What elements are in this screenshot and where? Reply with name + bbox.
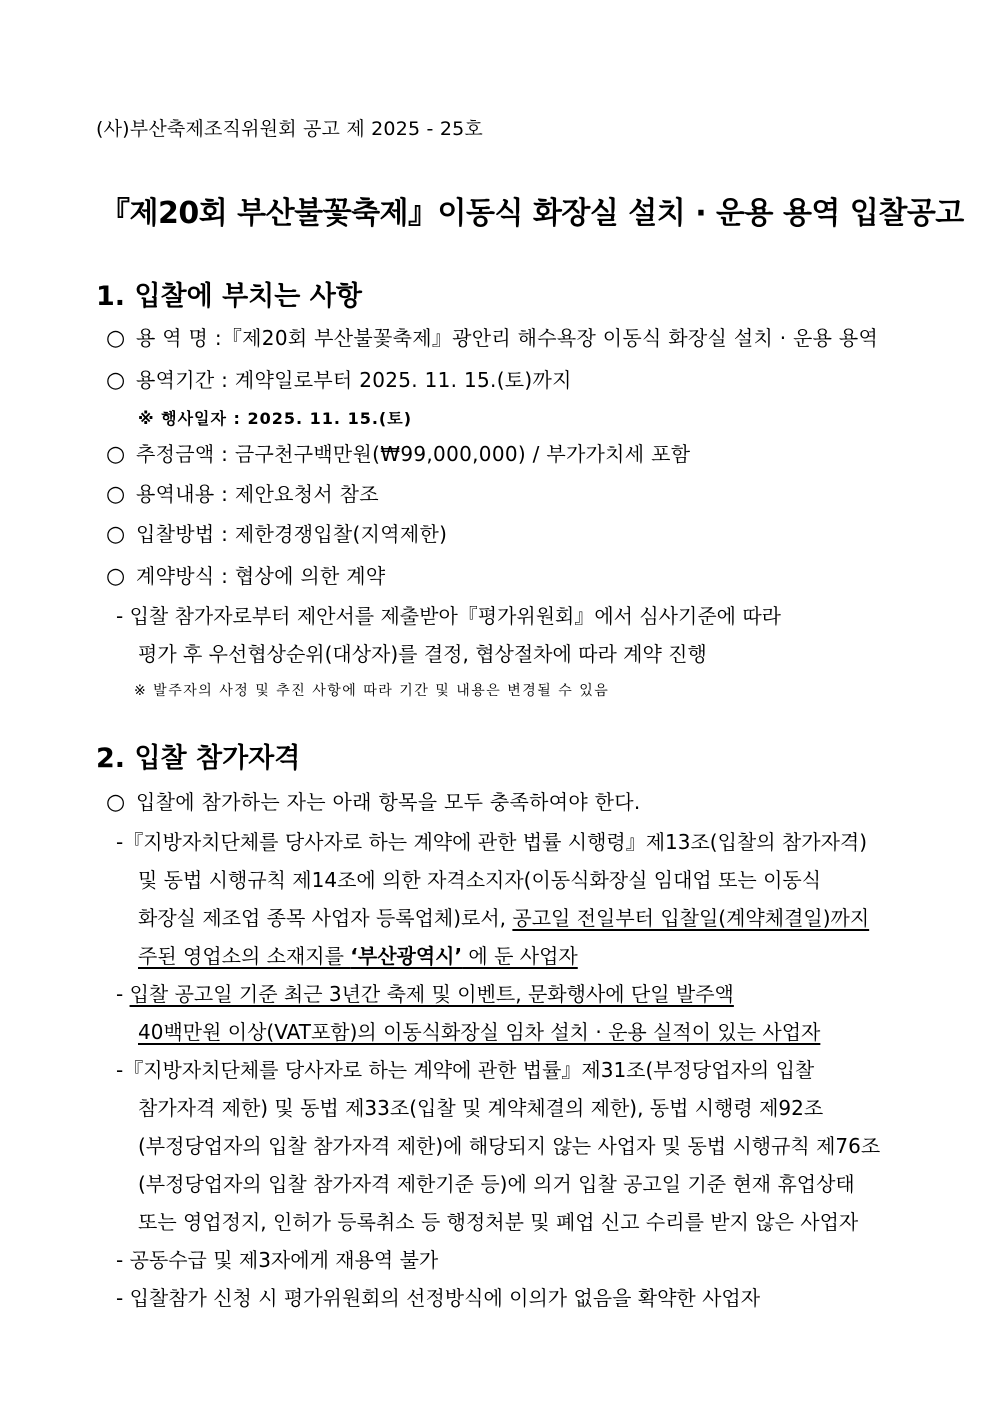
item-bid-method: ○ 입찰방법 : 제한경쟁입찰(지역제한) — [106, 522, 448, 547]
circle-bullet-icon: ○ — [106, 442, 126, 467]
qualification-2-line1: - 입찰 공고일 기준 최근 3년간 축제 및 이벤트, 문화행사에 단일 발주액 — [116, 982, 734, 1006]
busan-emphasis: ‘부산광역시’ — [350, 944, 463, 968]
item-service-name: ○ 용 역 명 :『제20회 부산불꽃축제』광안리 해수욕장 이동식 화장실 설치 · 운용 용역 — [106, 326, 879, 351]
item-service-period: ○ 용역기간 : 계약일로부터 2025. 11. 15.(토)까지 — [106, 368, 572, 393]
change-note: ※ 발주자의 사정 및 추진 사항에 따라 기간 및 내용은 변경될 수 있음 — [134, 683, 610, 699]
notice-number: (사)부산축제조직위원회 공고 제 2025 - 25호 — [96, 118, 483, 140]
contract-detail-line1: - 입찰 참가자로부터 제안서를 제출받아『평가위원회』에서 심사기준에 따라 — [116, 604, 781, 628]
dash-bullet: - — [116, 982, 124, 1006]
qualification-3-line2: 참가자격 제한) 및 동법 제33조(입찰 및 계약체결의 제한), 동법 시행령 제92조 — [138, 1096, 824, 1120]
circle-bullet-icon: ○ — [106, 564, 126, 589]
event-date-note: ※ 행사일자 : 2025. 11. 15.(토) — [138, 409, 413, 428]
qualification-3-line5: 또는 영업정지, 인허가 등록취소 등 행정처분 및 폐업 신고 수리를 받지 않은 사업자 — [138, 1210, 859, 1234]
qualification-1-line4: 주된 영업소의 소재지를 ‘부산광역시’ 에 둔 사업자 — [138, 944, 578, 968]
item-estimated-amount: ○ 추정금액 : 금구천구백만원(₩99,000,000) / 부가가치세 포함 — [106, 442, 691, 467]
qualification-5: - 입찰참가 신청 시 평가위원회의 선정방식에 이의가 없음을 확약한 사업자 — [116, 1286, 761, 1310]
contract-detail-line2: 평가 후 우선협상순위(대상자)를 결정, 협상절차에 따라 계약 진행 — [138, 642, 707, 666]
circle-bullet-icon: ○ — [106, 326, 126, 351]
circle-bullet-icon: ○ — [106, 482, 126, 507]
circle-bullet-icon: ○ — [106, 368, 126, 393]
section2-heading: 2. 입찰 참가자격 — [96, 743, 301, 774]
circle-bullet-icon: ○ — [106, 522, 126, 547]
qualification-4: - 공동수급 및 제3자에게 재용역 불가 — [116, 1248, 439, 1272]
qualification-2-line2: 40백만원 이상(VAT포함)의 이동식화장실 임차 설치 · 운용 실적이 있는 사업자 — [138, 1020, 821, 1044]
qualification-1-line1: -『지방자치단체를 당사자로 하는 계약에 관한 법률 시행령』제13조(입찰의 참가자격) — [116, 830, 868, 854]
underlined-period-text: 공고일 전일부터 입찰일(계약체결일)까지 — [512, 906, 870, 930]
item-contract-method: ○ 계약방식 : 협상에 의한 계약 — [106, 564, 386, 589]
qualification-intro: ○ 입찰에 참가하는 자는 아래 항목을 모두 충족하여야 한다. — [106, 790, 641, 815]
qualification-3-line3: (부정당업자의 입찰 참가자격 제한)에 해당되지 않는 사업자 및 동법 시행규칙 제76조 — [138, 1134, 881, 1158]
qualification-1-line2: 및 동법 시행규칙 제14조에 의한 자격소지자(이동식화장실 임대업 또는 이동식 — [138, 868, 822, 892]
circle-bullet-icon: ○ — [106, 790, 126, 815]
item-service-content: ○ 용역내용 : 제안요청서 참조 — [106, 482, 379, 507]
qualification-3-line4: (부정당업자의 입찰 참가자격 제한기준 등)에 의거 입찰 공고일 기준 현재 휴업상태 — [138, 1172, 855, 1196]
section1-heading: 1. 입찰에 부치는 사항 — [96, 281, 362, 312]
qualification-3-line1: -『지방자치단체를 당사자로 하는 계약에 관한 법률』제31조(부정당업자의 입찰 — [116, 1058, 815, 1082]
page-title: 『제20회 부산불꽃축제』이동식 화장실 설치 · 운용 용역 입찰공고 — [100, 196, 964, 231]
qualification-1-line3: 화장실 제조업 종목 사업자 등록업체)로서, 공고일 전일부터 입찰일(계약체결일)까지 — [138, 906, 870, 930]
